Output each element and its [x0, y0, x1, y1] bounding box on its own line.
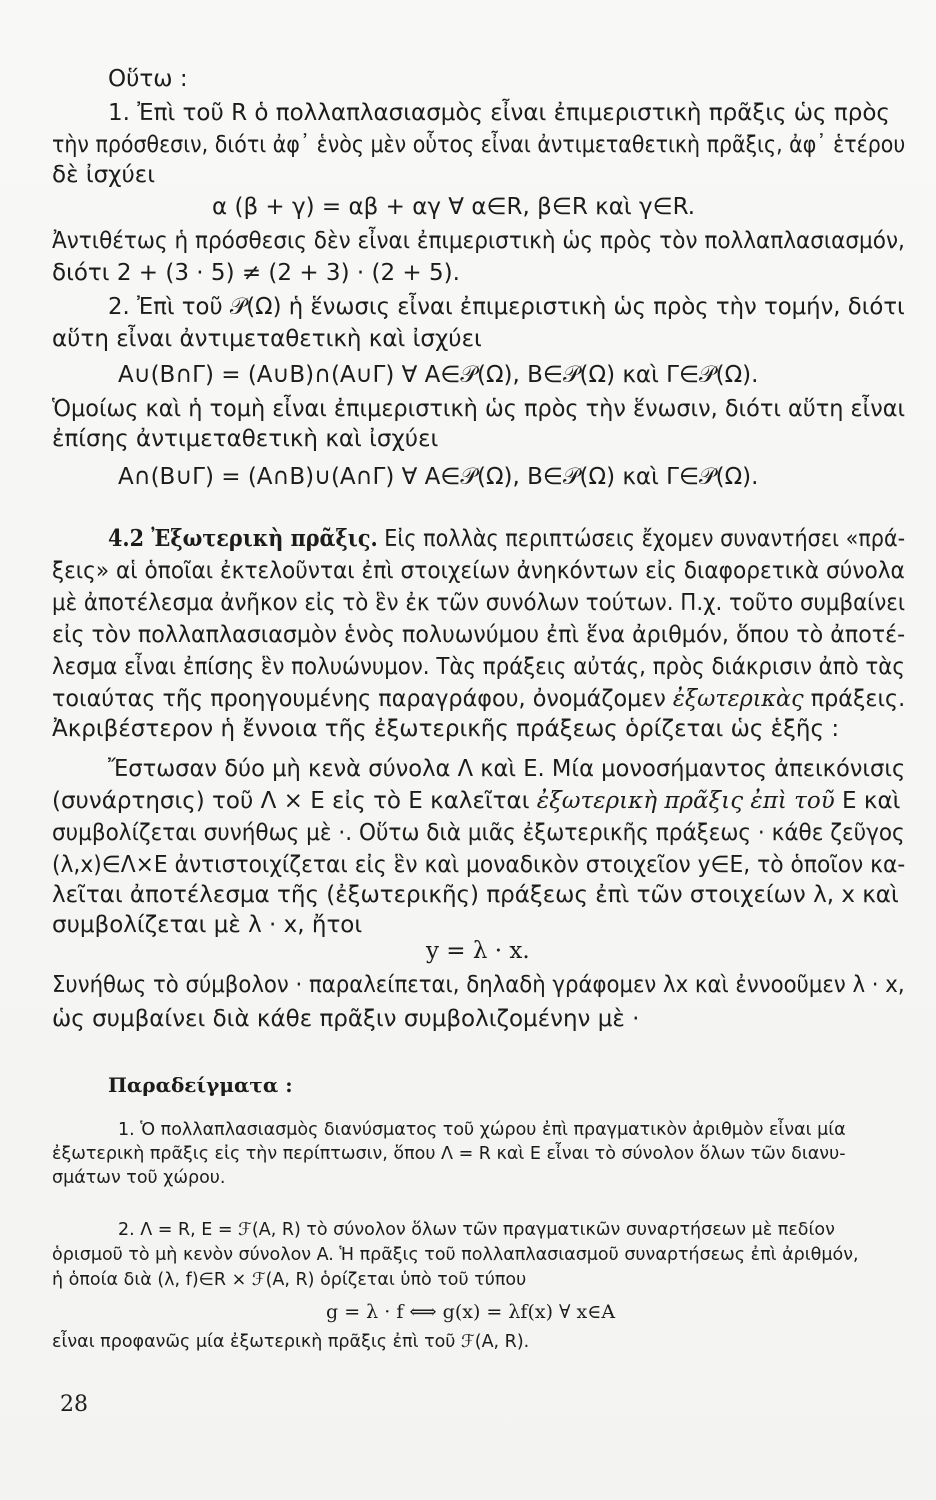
paragraph-line: μὲ ἀποτέλεσμα ἀνῆκον εἰς τὸ ἓν ἐκ τῶν συνόλων τούτων. Π.χ. τοῦτο συμβαίνει — [52, 590, 906, 616]
paragraph-line: αὕτη εἶναι ἀντιμεταθετικὴ καὶ ἰσχύει — [52, 326, 482, 352]
examples-heading: Παραδείγματα : — [108, 1073, 293, 1097]
example-line: 2. Λ = R, E = ℱ(A, R) τὸ σύνολον ὅλων τῶν πραγματικῶν συναρτήσεων μὲ πεδίον — [118, 1220, 835, 1240]
paragraph-line: ἐπίσης ἀντιμεταθετικὴ καὶ ἰσχύει — [52, 426, 439, 452]
definition-line: συμβολίζεται συνήθως μὲ ·. Οὕτω διὰ μιᾶς ἐξωτερικῆς πράξεως · κάθε ζεῦγος — [52, 820, 905, 846]
paragraph-line: 2. Ἐπὶ τοῦ 𝒫(Ω) ἡ ἕνωσις εἶναι ἐπιμεριστικὴ ὡς πρὸς τὴν τομήν, διότι — [108, 294, 905, 320]
paragraph-line: Ἀκριβέστερον ἡ ἔννοια τῆς ἐξωτερικῆς πράξεως ὁρίζεται ὡς ἑξῆς : — [52, 716, 840, 742]
paragraph-line: Ὁμοίως καὶ ἡ τομὴ εἶναι ἐπιμεριστικὴ ὡς πρὸς τὴν ἕνωσιν, διότι αὕτη εἶναι — [52, 396, 906, 422]
paragraph-line: τοιαύτας τῆς προηγουμένης παραγράφου, ὀνομάζομεν ἐξωτερικὰς πράξεις. — [52, 686, 906, 712]
example-line: ἐξωτερικὴ πρᾶξις εἰς τὴν περίπτωσιν, ὅπου Λ = R καὶ E εἶναι τὸ σύνολον ὅλων τῶν διανυ- — [52, 1144, 846, 1164]
paragraph-line: τὴν πρόσθεσιν, διότι ἀφ᾽ ἑνὸς μὲν οὗτος εἶναι ἀντιμεταθετικὴ πρᾶξις, ἀφ᾽ ἑτέρου — [52, 132, 906, 158]
example-line: εἶναι προφανῶς μία ἐξωτερικὴ πρᾶξις ἐπὶ τοῦ ℱ(A, R). — [52, 1332, 530, 1352]
paragraph-line: εἰς τὸν πολλαπλασιασμὸν ἑνὸς πολυωνύμου ἐπὶ ἕνα ἀριθμόν, ὅπου τὸ ἀποτέ- — [52, 622, 906, 648]
definition-line: (συνάρτησις) τοῦ Λ × E εἰς τὸ E καλεῖται ἐξωτερικὴ πρᾶξις ἐπὶ τοῦ E καὶ — [52, 788, 901, 814]
example-line: 1. Ὁ πολλαπλασιασμὸς διανύσματος τοῦ χώρου ἐπὶ πραγματικὸν ἀριθμὸν εἶναι μία — [118, 1120, 846, 1140]
italic-definition-term: ἐξωτερικὴ πρᾶξις ἐπὶ τοῦ — [536, 788, 835, 814]
paragraph-line: διότι 2 + (3 · 5) ≠ (2 + 3) · (2 + 5). — [52, 260, 460, 286]
equation-distributive-multiplication: α (β + γ) = αβ + αγ ∀ α∈R, β∈R καὶ γ∈R. — [212, 194, 696, 220]
paragraph-line: Ἀντιθέτως ἡ πρόσθεσις δὲν εἶναι ἐπιμεριστικὴ ὡς πρὸς τὸν πολλαπλασιασμόν, — [52, 228, 905, 254]
paragraph-line: 1. Ἐπὶ τοῦ R ὁ πολλαπλασιασμὸς εἶναι ἐπιμεριστικὴ πρᾶξις ὡς πρὸς — [108, 100, 890, 126]
definition-line: λεῖται ἀποτέλεσμα τῆς (ἐξωτερικῆς) πράξεως ἐπὶ τῶν στοιχείων λ, x καὶ — [52, 882, 899, 908]
paragraph-line: δὲ ἰσχύει — [52, 162, 155, 188]
paragraph-line: ὡς συμβαίνει διὰ κάθε πρᾶξιν συμβολιζομένην μὲ · — [52, 1006, 640, 1032]
paragraph-line: Συνήθως τὸ σύμβολον · παραλείπεται, δηλαδὴ γράφομεν λx καὶ ἐννοοῦμεν λ · x, — [52, 972, 905, 998]
section-heading: 4.2 Ἐξωτερικὴ πρᾶξις. — [108, 525, 378, 552]
paragraph-line: λεσμα εἶναι ἐπίσης ἓν πολυώνυμον. Τὰς πράξεις αὐτάς, πρὸς διάκρισιν ἀπὸ τὰς — [52, 654, 905, 680]
definition-line: συμβολίζεται μὲ λ · x, ἤτοι — [52, 912, 363, 938]
page-number: 28 — [60, 1392, 88, 1417]
section-first-line: 4.2 Ἐξωτερικὴ πρᾶξις. Εἰς πολλὰς περιπτώσεις ἔχομεν συναντήσει «πρά- — [108, 525, 906, 552]
equation-union-distributive: A∪(B∩Γ) = (A∪B)∩(A∪Γ) ∀ A∈𝒫(Ω), B∈𝒫(Ω) καὶ Γ∈𝒫(Ω). — [118, 362, 759, 388]
italic-term: ἐξωτερικὰς — [672, 686, 804, 712]
equation-external-operation: y = λ · x. — [426, 938, 530, 964]
paragraph-line: ξεις» αἱ ὁποῖαι ἐκτελοῦνται ἐπὶ στοιχείων ἀνηκόντων εἰς διαφορετικὰ σύνολα — [52, 558, 905, 584]
definition-line: (λ,x)∈Λ×E ἀντιστοιχίζεται εἰς ἓν καὶ μοναδικὸν στοιχεῖον y∈E, τὸ ὁποῖον κα- — [52, 852, 906, 878]
definition-line: Ἔστωσαν δύο μὴ κενὰ σύνολα Λ καὶ E. Μία μονοσήμαντος ἀπεικόνισις — [108, 756, 906, 782]
intro-text: Οὕτω : — [108, 66, 188, 92]
example-line: σμάτων τοῦ χώρου. — [52, 1168, 226, 1188]
equation-function-scaling: g = λ · f ⟺ g(x) = λf(x) ∀ x∈A — [326, 1301, 616, 1323]
equation-intersection-distributive: A∩(B∪Γ) = (A∩B)∪(A∩Γ) ∀ A∈𝒫(Ω), B∈𝒫(Ω) καὶ Γ∈𝒫(Ω). — [118, 464, 759, 490]
example-line: ὁρισμοῦ τὸ μὴ κενὸν σύνολον A. Ἡ πρᾶξις τοῦ πολλαπλασιασμοῦ συναρτήσεως ἐπὶ ἀριθμόν, — [52, 1245, 859, 1265]
example-line: ἡ ὁποία διὰ (λ, f)∈R × ℱ(A, R) ὁρίζεται ὑπὸ τοῦ τύπου — [52, 1270, 527, 1290]
